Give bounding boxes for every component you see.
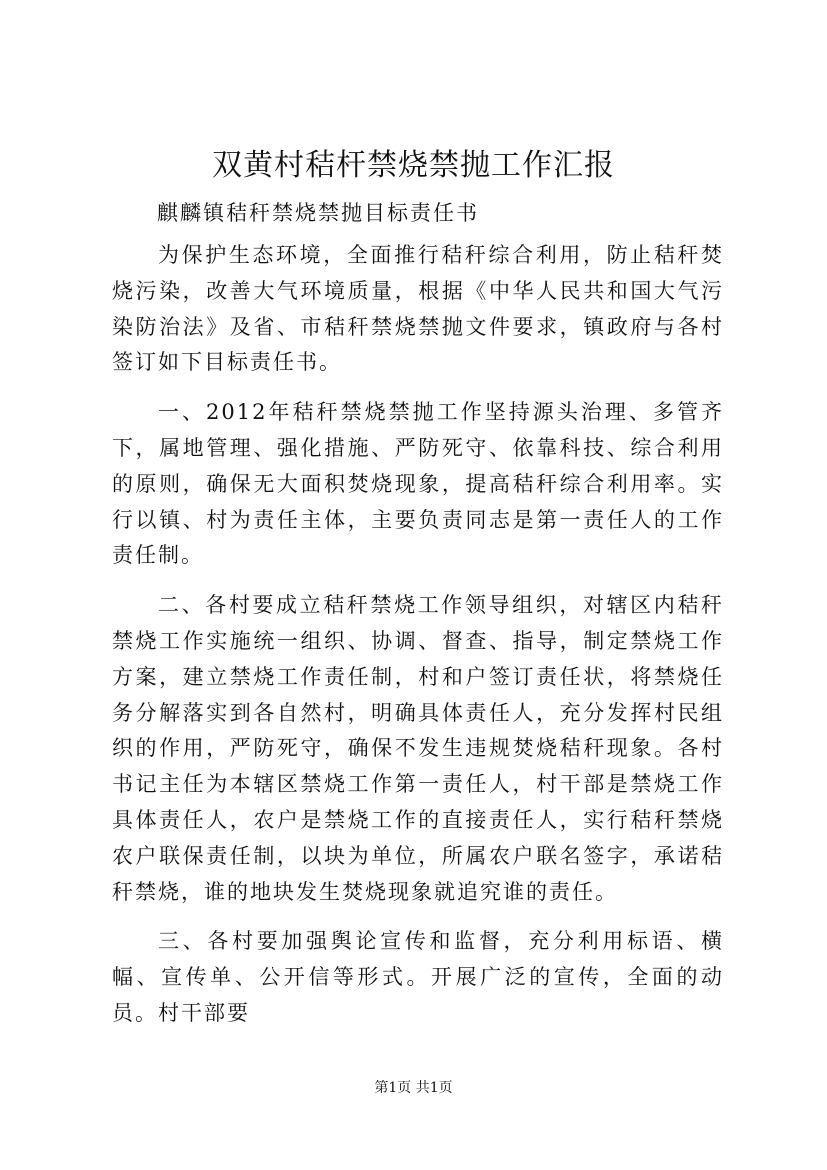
body-paragraph: 一、2012年秸秆禁烧禁抛工作坚持源头治理、多管齐下，属地管理、强化措施、严防死守、依靠科技、综合利用的原则，确保无大面积焚烧现象，提高秸秆综合利用率。实行以镇、村为责任主体，主要负责同志是第一责任人的工作责任制。 bbox=[112, 400, 724, 568]
body-paragraph: 为保护生态环境，全面推行秸秆综合利用，防止秸秆焚烧污染，改善大气环境质量，根据《中华人民共和国大气污染防治法》及省、市秸秆禁烧禁抛文件要求，镇政府与各村签订如下目标责任书。 bbox=[112, 243, 724, 375]
body-paragraph: 三、各村要加强舆论宣传和监督，充分利用标语、横幅、宣传单、公开信等形式。开展广泛的宣传，全面的动员。村干部要 bbox=[112, 929, 724, 1025]
document-title: 双黄村秸杆禁烧禁抛工作汇报 bbox=[212, 148, 615, 183]
page-number-footer: 第1页 共1页 bbox=[374, 1080, 453, 1096]
document-body bbox=[112, 238, 724, 1046]
body-paragraph: 二、各村要成立秸秆禁烧工作领导组织，对辖区内秸秆禁烧工作实施统一组织、协调、督查、指导，制定禁烧工作方案，建立禁烧工作责任制，村和户签订责任状，将禁烧任务分解落实到各自然村，明确具体责任人，充分发挥村民组织的作用，严防死守，确保不发生违规焚烧秸秆现象。各村书记主任为本辖区禁烧工作第一责任人，村干部是禁烧工作具体责任人，农户是禁烧工作的直接责任人，实行秸秆禁烧农户联保责任制，以块为单位，所属农户联名签字，承诺秸秆禁烧，谁的地块发生焚烧现象就追究谁的责任。 bbox=[112, 593, 724, 904]
document-subtitle: 麒麟镇秸秆禁烧禁抛目标责任书 bbox=[157, 201, 479, 225]
